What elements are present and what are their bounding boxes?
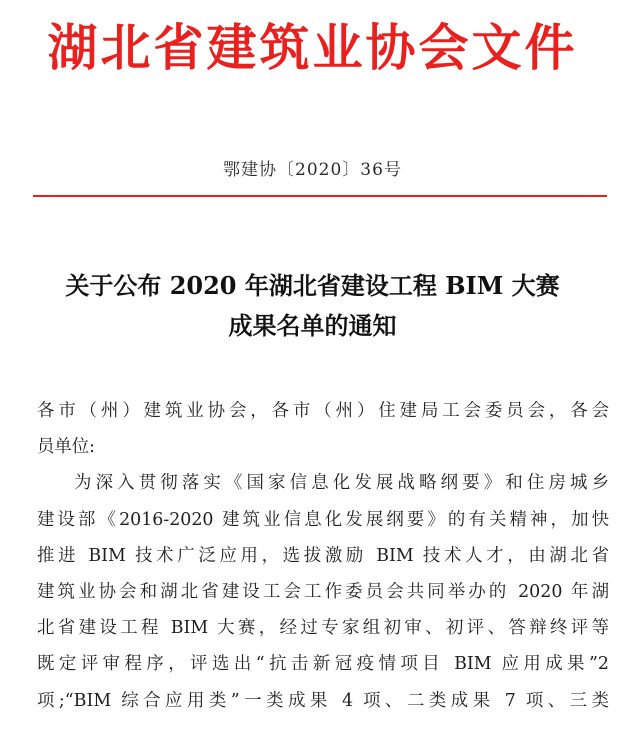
document-header-title: 湖北省建筑业协会文件 [47, 19, 578, 77]
body-line-paragraph-6: 既定评审程序，评选出“抗击新冠疫情项目 BIM 应用成果”2 [37, 654, 609, 675]
document-number: 鄂建协〔2020〕36号 [223, 160, 402, 180]
body-line-salutation-2: 员单位: [37, 437, 96, 458]
body-line-paragraph-2: 建设部《2016-2020 建筑业信息化发展纲要》的有关精神，加快 [37, 509, 609, 530]
body-line-paragraph-3: 推进 BIM 技术广泛应用，选拔激励 BIM 技术人才，由湖北省 [37, 545, 609, 566]
notice-title-line-1: 关于公布 2020 年湖北省建设工程 BIM 大赛 [65, 271, 560, 300]
body-line-paragraph-4: 建筑业协会和湖北省建设工会工作委员会共同举办的 2020 年湖 [37, 582, 609, 603]
body-line-paragraph-1: 为深入贯彻落实《国家信息化发展战略纲要》和住房城乡 [74, 473, 609, 494]
notice-body [37, 393, 609, 719]
body-line-paragraph-5: 北省建设工程 BIM 大赛，经过专家组初审、初评、答辩终评等 [37, 618, 609, 639]
body-line-salutation-1: 各市（州）建筑业协会，各市（州）住建局工会委员会，各会 [37, 401, 609, 421]
notice-title [0, 266, 625, 346]
body-line-paragraph-7: 项;“BIM 综合应用类”一类成果 4 项、二类成果 7 项、三类 [37, 690, 609, 711]
notice-title-line-2: 成果名单的通知 [228, 311, 397, 340]
red-divider-line [33, 195, 607, 197]
